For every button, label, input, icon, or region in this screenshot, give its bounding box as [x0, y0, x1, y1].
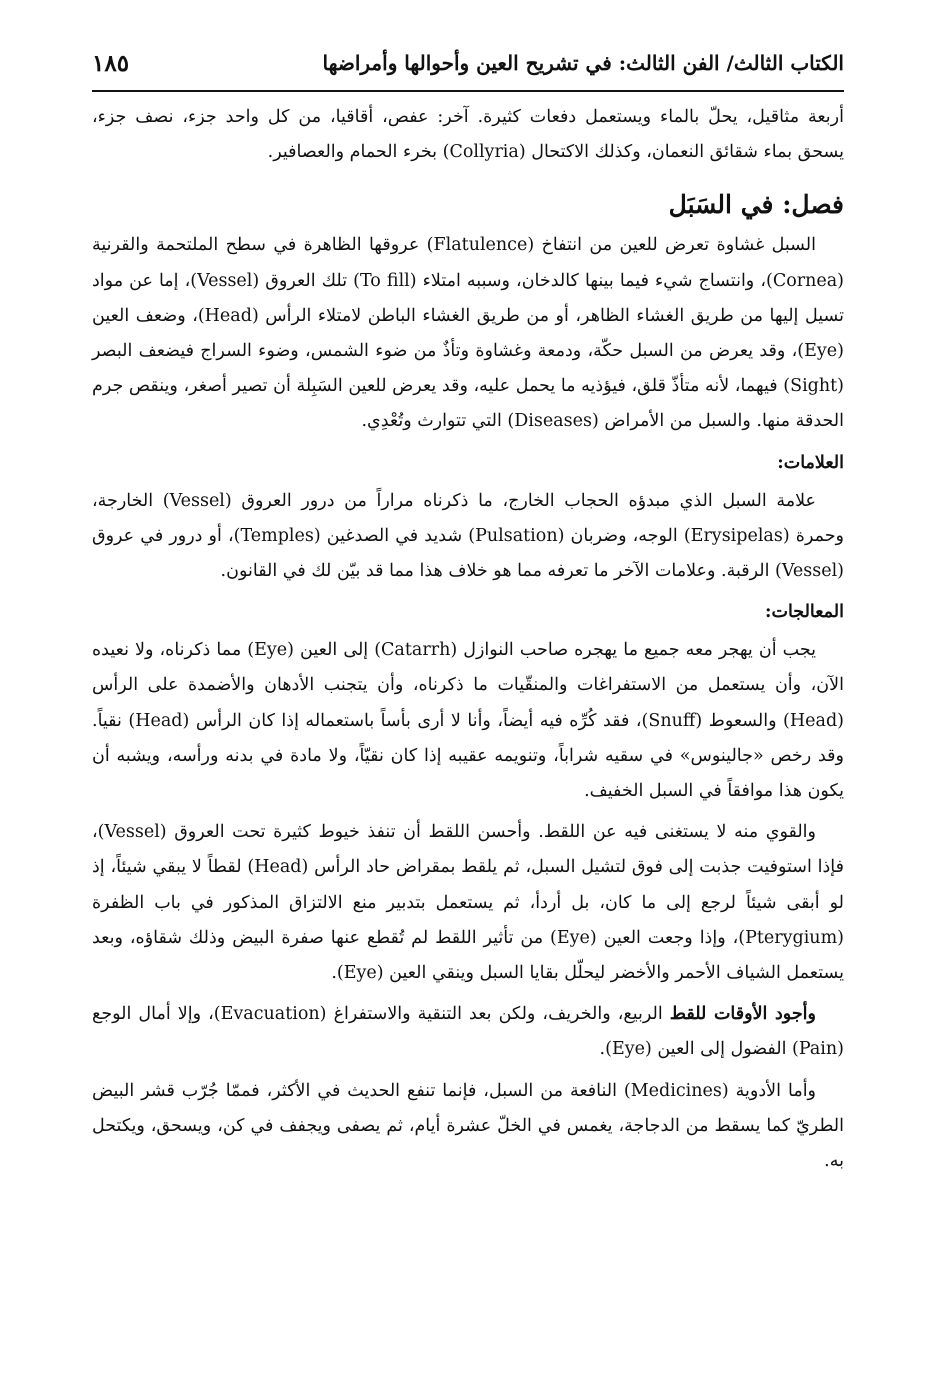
- closing-paragraph: وأما الأدوية (Medicines) النافعة من السبل، فإنما تنفع الحديث في الأكثر، فممّا جُرّب قشر البيض الطريّ كما يسقط من الدجاجة، يغمس في الخلّ عشرة أيام، ثم يصفى ويجفف في كن، ويسحق، ويكتحل به.: [92, 1080, 844, 1172]
- page-number: ١٨٥: [92, 49, 130, 77]
- best-times-lead: وأجود الأوقات للقط: [669, 1004, 816, 1025]
- best-times-paragraph: [92, 997, 844, 1067]
- page-body: [92, 100, 844, 1185]
- treatment-paragraph: والقوي منه لا يستغنى فيه عن اللقط. وأحسن اللقط أن تنفذ خيوط كثيرة تحت العروق (Vessel)، فإذا استوفيت جذبت إلى فوق لتشيل السبل، ثم يلقط بمقراض حاد الرأس (Head) لقطاً لا يبقي شيئاً، إذ لو أبقى شيئاً لرجع إلى ما كان، بل أردأ، ثم يستعمل بتدبير منع الالتزاق المذكور في باب الظفرة (Pterygium)، وإذا وجعت العين (Eye) من تأثير اللقط لم تُقطع عنها صفرة البيض وذلك شقاؤه، وبعد يستعمل الشياف الأحمر والأخضر ليحلّل بقايا السبل وينقي العين (Eye).: [92, 822, 844, 984]
- treatment-paragraph: يجب أن يهجر معه جميع ما يهجره صاحب النوازل (Catarrh) إلى العين (Eye) مما ذكرناه، ولا نعيده الآن، وأن يستعمل من الاستفراغات والمنقّيات ما ذكرناه، وأن يتجنب الأدهان والأضمدة على الرأس (Head) والسعوط (Snuff)، فقد كُرِّه فيه أيضاً، وأنا لا أرى بأساً باستعماله إذا كان الرأس (Head) نقياً. وقد رخص «جالينوس» في سقيه شراباً، وتنويمه عقيبه إذا كان نقيّاً، ولا مادة في بدنه ورأسه، ويشبه أن يكون هذا موافقاً في السبل الخفيف.: [92, 640, 844, 802]
- signs-paragraph: علامة السبل الذي مبدؤه الحجاب الخارج، ما ذكرناه مراراً من درور العروق (Vessel) الخارجة، وحمرة (Erysipelas) الوجه، وضربان (Pulsation) شديد في الصدغين (Temples)، أو درور في عروق (Vessel) الرقبة. وعلامات الآخر ما تعرفه مما هو خلاف هذا مما قد بيّن لك في القانون.: [92, 490, 845, 582]
- page-header: [92, 44, 844, 82]
- header-divider: [92, 90, 844, 92]
- signs-heading: العلامات:: [777, 452, 844, 473]
- section-paragraph: السبل غشاوة تعرض للعين من انتفاخ (Flatulence) عروقها الظاهرة في سطح الملتحمة والقرنية (Cornea)، وانتساج شيء فيما بينها كالدخان، وسببه امتلاء (To fill) تلك العروق (Vessel)، إما عن مواد تسيل إليها من طريق الغشاء الظاهر، أو من طريق الغشاء الباطن لامتلاء الرأس (Head)، وضعف العين (Eye)، وقد يعرض من السبل حكّة، ودمعة وغشاوة وتأذٌ من ضوء الشمس، وضوء السراج فيضعف البصر (Sight) فيهما، لأنه متأذّ قلق، فيؤذيه ما يحمل عليه، وقد يعرض للعين السَبِلة أن تصير أصغر، وينقص جرم الحدقة منها. والسبل من الأمراض (Diseases) التي تتوارث وتُعْدِي.: [92, 235, 844, 432]
- best-times-text: الربيع، والخريف، ولكن بعد التنقية والاستفراغ (Evacuation)، وإلا أمال الوجع (Pain) الفضول إلى العين (Eye).: [92, 1004, 844, 1060]
- treatments-heading: المعالجات:: [765, 602, 844, 623]
- section-title: فصل: في السَبَل: [668, 190, 844, 220]
- running-title: الكتاب الثالث/ الفن الثالث: في تشريح العين وأحوالها وأمراضها: [322, 51, 844, 75]
- intro-paragraph: أربعة مثاقيل، يحلّ بالماء ويستعمل دفعات كثيرة. آخر: عفص، أقاقيا، من كل واحد جزء، نصف جزء، يسحق بماء شقائق النعمان، وكذلك الاكتحال (Collyria) بخرء الحمام والعصافير.: [92, 107, 844, 163]
